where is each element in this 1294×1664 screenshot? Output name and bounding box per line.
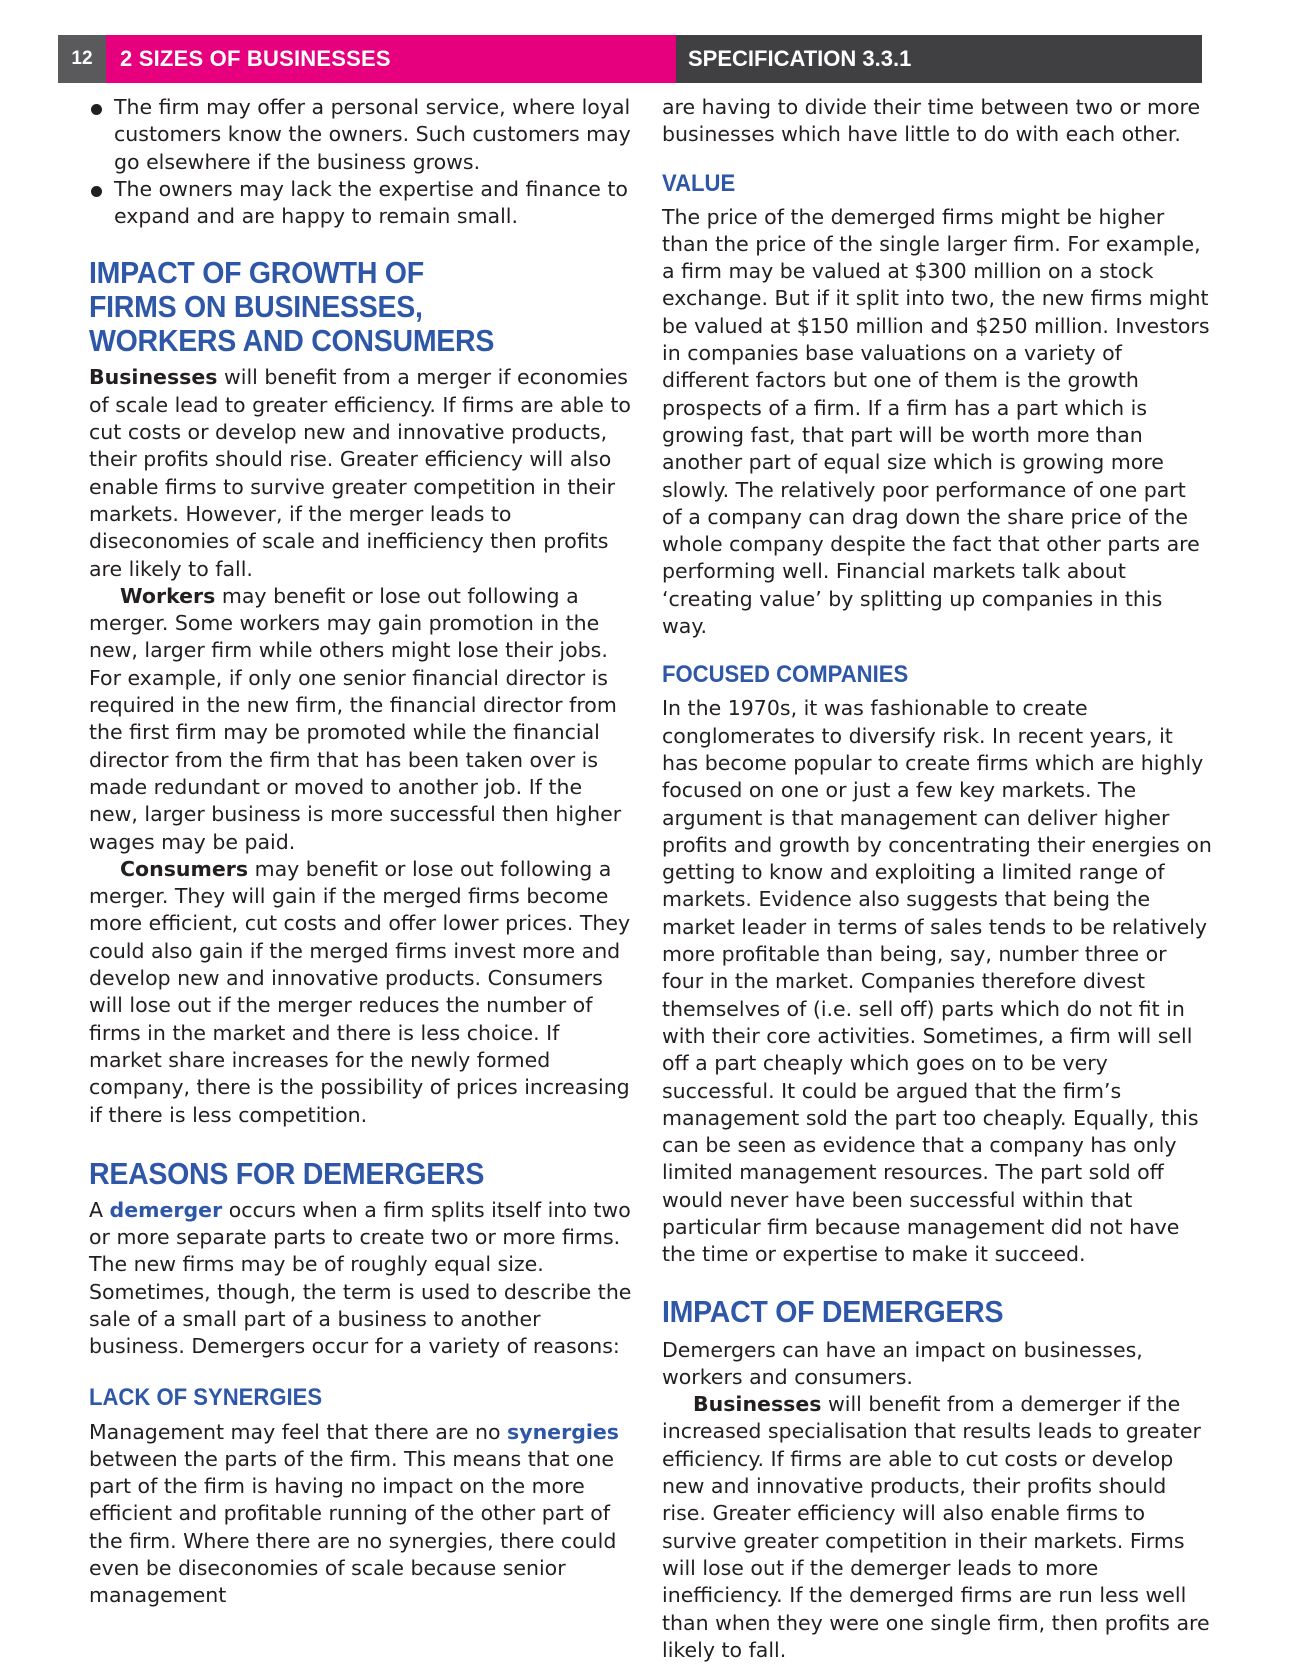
keyword-synergies: synergies: [507, 1419, 619, 1444]
paragraph-value: The price of the demerged firms might be higher than the price of the single larger firm. For example, a firm may be valued at $300 million on a stock exchange. But if it split into two, the new firms might be valued at $150 million and $250 million. Investors in companies base valuations on a variety of different factors but one of them is the growth prospects of a firm. If a firm has a part which is growing fast, that part will be worth more than another part of equal size which is growing more slowly. The relatively poor performance of one part of a company can drag down the share price of the whole company despite the fact that other parts are performing well. Financial markets talk about ‘creating value’ by splitting up companies in this way.: [662, 204, 1210, 639]
paragraph-text: between the parts of the firm. This means that one part of the firm is having no impact on the more efficient and profitable running of the other part of the firm. Where there are no synergies, there could even be diseconomies of scale because senior management: [89, 1446, 617, 1608]
paragraph-text: occurs when a firm splits itself into two or more separate parts to create two or more firms. The new firms may be of roughly equal size. Sometimes, though, the term is used to describe the sale of a small part of a business to another business. Demergers occur for a variety of reasons:: [89, 1197, 632, 1359]
page-number: 12: [58, 35, 106, 83]
paragraph-text: will benefit from a merger if economies of scale lead to greater efficiency. If firms are able to cut costs or develop new and innovative products, their profits should rise. Greater efficiency will also enable firms to survive greater competition in their markets. However, if the merger leads to diseconomies of scale and inefficiency then profits are likely to fall.: [89, 365, 631, 581]
left-column: [89, 94, 637, 1610]
paragraph-continuation: are having to divide their time between two or more businesses which have little to do with each other.: [662, 95, 1201, 147]
paragraph-text: A: [89, 1197, 110, 1222]
section-heading-impact-demergers: IMPACT OF DEMERGERS: [662, 1293, 1004, 1329]
paragraph-demergers-businesses: [662, 1391, 1212, 1664]
running-header: [58, 35, 1202, 83]
paragraph-focused: In the 1970s, it was fashionable to create conglomerates to diversify risk. In recent years, it has become popular to create firms which are highly focused on one or just a few key markets. The argument is that management can deliver higher profits and growth by concentrating their energies on getting to know and exploiting a limited range of markets. Evidence also suggests that being the market leader in terms of sales tends to be relatively more profitable than being, say, number three or four in the market. Companies therefore divest themselves of (i.e. sell off) parts which do not fit in with their core activities. Sometimes, a firm will sell off a part cheaply which goes on to be very successful. It could be argued that the firm’s management sold the part too cheaply. Equally, this can be seen as evidence that a company has only limited management resources. The part sold off would never have been successful within that particular firm because management did not have the time or expertise to make it succeed.: [662, 696, 1212, 1267]
bullet-list: [89, 94, 637, 230]
term-businesses: Businesses: [693, 1392, 822, 1417]
paragraph-demerger-definition: [89, 1197, 637, 1361]
paragraph-synergies: [89, 1419, 637, 1610]
specification-label: SPECIFICATION 3.3.1: [676, 35, 1202, 83]
paragraph-text: will benefit from a demerger if the increased specialisation that results leads to greater efficiency. If firms are able to cut costs or develop new and innovative products, their profits should rise. Greater efficiency will also enable firms to survive greater competition in their markets. Firms will lose out if the demerger leads to more inefficiency. If the demerged firms are run less well than when they were one single firm, then profits are likely to fall.: [662, 1392, 1210, 1662]
term-businesses: Businesses: [89, 365, 218, 390]
term-workers: Workers: [120, 583, 216, 608]
section-heading-impact-growth: IMPACT OF GROWTH OF FIRMS ON BUSINESSES, WORKERS AND CONSUMERS: [89, 255, 495, 359]
right-column: [662, 94, 1212, 1664]
chapter-title: 2 SIZES OF BUSINESSES: [106, 35, 676, 83]
paragraph-demergers-intro: Demergers can have an impact on businesses, workers and consumers.: [662, 1337, 1143, 1389]
keyword-demerger: demerger: [109, 1197, 223, 1222]
paragraph-text: Management may feel that there are no: [89, 1419, 508, 1444]
subheading-value: VALUE: [662, 169, 736, 197]
paragraph-text: may benefit or lose out following a merger. Some workers may gain promotion in the new, larger firm while others might lose their jobs. For example, if only one senior financial director is required in the new firm, the financial director from the first firm may be promoted while the financial director from the firm that has been taken over is made redundant or moved to another job. If the new, larger business is more successful then higher wages may be paid.: [89, 583, 622, 854]
list-item: The firm may offer a personal service, where loyal customers know the owners. Such customers may go elsewhere if the business grows.: [89, 94, 637, 176]
list-item: The owners may lack the expertise and finance to expand and are happy to remain small.: [89, 176, 637, 231]
section-heading-reasons: REASONS FOR DEMERGERS: [89, 1155, 485, 1191]
term-consumers: Consumers: [120, 856, 249, 881]
subheading-focused-companies: FOCUSED COMPANIES: [662, 661, 909, 689]
paragraph-businesses: [89, 364, 637, 582]
subheading-lack-of-synergies: LACK OF SYNERGIES: [89, 1383, 323, 1411]
paragraph-consumers: [89, 856, 637, 1129]
paragraph-text: may benefit or lose out following a merger. They will gain if the merged firms become more efficient, cut costs and offer lower prices. They could also gain if the merged firms invest more and develop new and innovative products. Consumers will lose out if the merger reduces the number of firms in the market and there is less choice. If market share increases for the newly formed company, there is the possibility of prices increasing if there is less competition.: [89, 856, 631, 1127]
paragraph-workers: [89, 583, 637, 856]
